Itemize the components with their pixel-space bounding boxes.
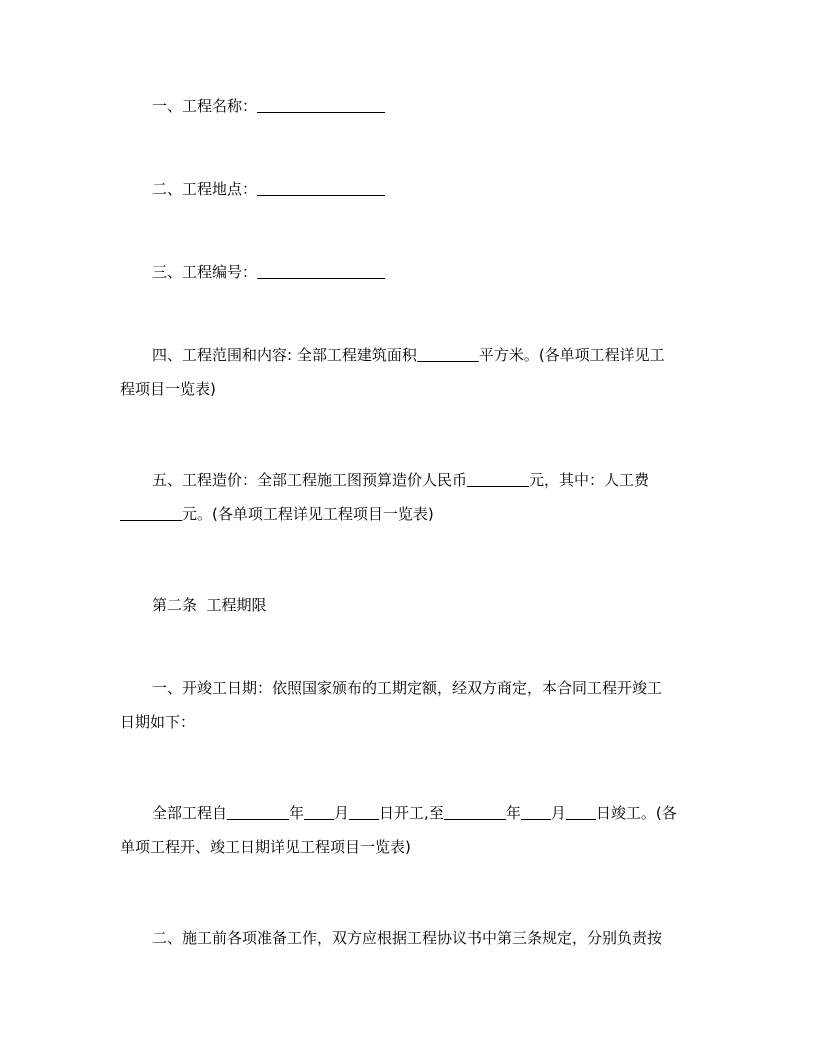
project-name-paragraph	[120, 89, 700, 123]
schedule-text-d: 日开工,至	[379, 804, 444, 822]
preparation-work-text-line1: 二、施工前各项准备工作，双方应根据工程协议书中第三条规定，分别负责按	[152, 929, 663, 947]
project-location-label: 二、工程地点：	[152, 180, 258, 198]
start-completion-text-line1: 一、开竣工日期：依照国家颁布的工期定额，经双方商定，本合同工程开竣工	[152, 679, 663, 697]
project-number-blank[interactable]	[257, 263, 385, 279]
project-scope-text-b: 平方米。(各单项工程详见工	[478, 346, 665, 364]
project-location-paragraph	[120, 172, 700, 206]
project-name-blank[interactable]	[257, 97, 385, 113]
project-cost-text-b: 元，其中：人工费	[529, 471, 650, 489]
schedule-text-c: 月	[334, 804, 350, 822]
project-number-paragraph	[120, 255, 700, 289]
schedule-text-f: 月	[550, 804, 566, 822]
project-name-label: 一、工程名称：	[152, 97, 258, 115]
schedule-text-a: 全部工程自	[152, 804, 228, 822]
end-month-blank[interactable]	[521, 804, 551, 820]
project-number-label: 三、工程编号：	[152, 263, 258, 281]
end-year-blank[interactable]	[444, 804, 506, 820]
project-cost-text-a: 五、工程造价：全部工程施工图预算造价人民币	[152, 471, 468, 489]
end-day-blank[interactable]	[566, 804, 596, 820]
schedule-text-line2: 单项工程开、竣工日期详见工程项目一览表)	[120, 838, 411, 856]
project-scope-paragraph	[120, 338, 700, 406]
labor-cost-blank[interactable]	[120, 505, 182, 521]
start-year-blank[interactable]	[227, 804, 289, 820]
project-scope-text-line2: 程项目一览表)	[120, 380, 216, 398]
start-month-blank[interactable]	[304, 804, 334, 820]
start-completion-date-paragraph	[120, 671, 700, 739]
schedule-text-g: 日竣工。(各	[595, 804, 677, 822]
project-cost-paragraph	[120, 463, 700, 531]
article-2-title: 第二条 工程期限	[152, 596, 267, 614]
building-area-blank[interactable]	[417, 346, 479, 362]
project-scope-text-a: 四、工程范围和内容: 全部工程建筑面积	[152, 346, 417, 364]
preparation-work-paragraph	[120, 921, 700, 955]
project-location-blank[interactable]	[257, 180, 385, 196]
article-2-heading	[120, 588, 700, 622]
total-cost-blank[interactable]	[467, 471, 529, 487]
schedule-dates-paragraph	[120, 796, 700, 864]
start-completion-text-line2: 日期如下：	[120, 713, 196, 731]
start-day-blank[interactable]	[349, 804, 379, 820]
schedule-text-e: 年	[505, 804, 521, 822]
project-cost-text-line2: 元。(各单项工程详见工程项目一览表)	[182, 505, 434, 523]
schedule-text-b: 年	[289, 804, 305, 822]
